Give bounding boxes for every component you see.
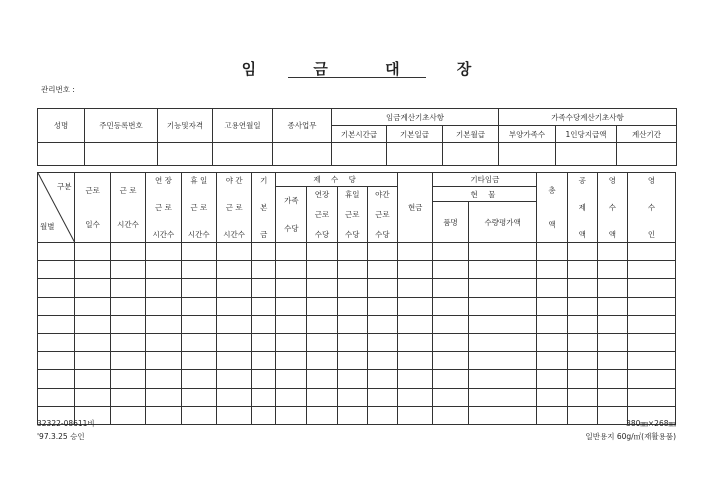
cell[interactable] [433,406,468,424]
cell[interactable] [337,406,367,424]
header-item-name: 품명 [433,202,468,243]
cell[interactable] [627,279,675,297]
cell[interactable] [367,297,397,315]
header-cash: 현금 [398,173,433,243]
cell[interactable] [398,333,433,351]
cell[interactable] [110,352,145,370]
cell[interactable] [273,143,332,166]
header-duty: 종사업무 [273,109,332,143]
cell[interactable] [597,388,627,406]
cell[interactable] [110,333,145,351]
table-row [38,333,676,351]
cell[interactable] [307,352,337,370]
cell[interactable] [567,297,597,315]
cell[interactable] [597,352,627,370]
cell[interactable] [307,279,337,297]
cell[interactable] [181,315,216,333]
cell[interactable] [181,279,216,297]
header-wolbyeol: 월별 [40,222,55,231]
cell[interactable] [567,333,597,351]
cell[interactable] [216,297,251,315]
cell[interactable] [213,143,273,166]
cell[interactable] [276,333,307,351]
cell[interactable] [146,333,181,351]
cell[interactable] [337,261,367,279]
cell[interactable] [367,370,397,388]
cell[interactable] [276,370,307,388]
cell[interactable] [627,352,675,370]
cell[interactable] [337,333,367,351]
cell[interactable] [567,388,597,406]
header-allowance-group: 제 수 당 [276,173,398,187]
cell[interactable] [146,315,181,333]
cell[interactable] [110,406,145,424]
cell[interactable] [252,297,276,315]
form-code: 32322-08611비 [37,419,95,428]
cell[interactable] [468,370,537,388]
cell[interactable] [38,352,75,370]
cell[interactable] [75,352,110,370]
cell[interactable] [597,261,627,279]
cell[interactable] [146,297,181,315]
header-name: 성명 [38,109,85,143]
cell[interactable] [337,279,367,297]
cell[interactable] [597,279,627,297]
cell[interactable] [597,370,627,388]
cell[interactable] [537,279,567,297]
header-period: 계산기간 [617,126,677,143]
basic-info-table [37,108,677,166]
cell[interactable] [307,370,337,388]
cell[interactable] [398,406,433,424]
header-skill: 기능및자격 [158,109,213,143]
cell[interactable] [181,388,216,406]
cell[interactable] [252,370,276,388]
header-receipt-seal: 영 수 인 [627,173,675,243]
cell[interactable] [110,261,145,279]
cell[interactable] [85,143,158,166]
table-row [38,406,676,424]
cell[interactable] [433,333,468,351]
cell[interactable] [38,243,75,261]
cell[interactable] [499,143,556,166]
header-night: 야 간 근 로 시간수 [216,173,251,243]
table-row [38,315,676,333]
cell[interactable] [468,297,537,315]
cell[interactable] [398,315,433,333]
header-gubun-wolbyeol [38,173,75,243]
cell[interactable] [627,297,675,315]
cell[interactable] [627,261,675,279]
cell[interactable] [252,315,276,333]
cell[interactable] [537,352,567,370]
cell[interactable] [307,333,337,351]
table-row [38,143,677,166]
header-night-allowance: 야간 근로 수당 [367,187,397,243]
table-row [38,243,676,261]
cell[interactable] [307,261,337,279]
cell[interactable] [110,297,145,315]
table-row [38,370,676,388]
cell[interactable] [75,261,110,279]
cell[interactable] [252,261,276,279]
cell[interactable] [367,333,397,351]
cell[interactable] [307,406,337,424]
cell[interactable] [181,243,216,261]
cell[interactable] [537,406,567,424]
header-family-allowance: 가족 수당 [276,187,307,243]
cell[interactable] [597,406,627,424]
cell[interactable] [252,243,276,261]
cell[interactable] [146,279,181,297]
cell[interactable] [398,370,433,388]
header-dependents: 부양가족수 [499,126,556,143]
cell[interactable] [216,370,251,388]
cell[interactable] [367,406,397,424]
cell[interactable] [38,297,75,315]
cell[interactable] [38,261,75,279]
header-overtime: 연 장 근 로 시간수 [146,173,181,243]
cell[interactable] [367,243,397,261]
cell[interactable] [627,388,675,406]
cell[interactable] [567,406,597,424]
cell[interactable] [252,279,276,297]
cell[interactable] [276,388,307,406]
cell[interactable] [110,315,145,333]
cell[interactable] [433,297,468,315]
cell[interactable] [597,243,627,261]
cell[interactable] [146,406,181,424]
cell[interactable] [468,279,537,297]
cell[interactable] [216,315,251,333]
cell[interactable] [337,388,367,406]
header-worktime: 근 로 시간수 [110,173,145,243]
cell[interactable] [433,315,468,333]
header-overtime-allowance: 연장 근로 수당 [307,187,337,243]
header-base-pay: 기 본 금 [252,173,276,243]
cell[interactable] [146,370,181,388]
cell[interactable] [433,388,468,406]
header-wage-group: 임금계산기초사항 [332,109,499,126]
paper-size: 380㎜×268㎜ [626,419,676,428]
cell[interactable] [468,333,537,351]
cell[interactable] [38,388,75,406]
cell[interactable] [276,279,307,297]
cell[interactable] [276,243,307,261]
header-holiday-allowance: 휴일 근로 수당 [337,187,367,243]
header-base-daily: 기본일급 [387,126,443,143]
header-base-hourly: 기본시간급 [332,126,387,143]
cell[interactable] [337,315,367,333]
cell[interactable] [216,352,251,370]
cell[interactable] [387,143,443,166]
cell[interactable] [75,297,110,315]
cell[interactable] [567,315,597,333]
cell[interactable] [307,297,337,315]
cell[interactable] [627,315,675,333]
cell[interactable] [537,243,567,261]
cell[interactable] [398,243,433,261]
cell[interactable] [276,315,307,333]
cell[interactable] [433,370,468,388]
cell[interactable] [146,243,181,261]
management-number-label: 관리번호 : [41,85,75,94]
cell[interactable] [468,315,537,333]
cell[interactable] [158,143,213,166]
header-resident-number: 주민등록번호 [85,109,158,143]
cell[interactable] [337,352,367,370]
cell[interactable] [597,297,627,315]
header-holiday: 휴 일 근 로 시간수 [181,173,216,243]
cell[interactable] [337,243,367,261]
cell[interactable] [433,243,468,261]
cell[interactable] [38,333,75,351]
cell[interactable] [332,143,387,166]
header-receipt-amount: 영 수 액 [597,173,627,243]
cell[interactable] [337,297,367,315]
cell[interactable] [216,279,251,297]
cell[interactable] [75,388,110,406]
cell[interactable] [181,333,216,351]
cell[interactable] [537,261,567,279]
cell[interactable] [181,370,216,388]
cell[interactable] [75,243,110,261]
cell[interactable] [627,370,675,388]
cell[interactable] [307,243,337,261]
cell[interactable] [181,352,216,370]
cell[interactable] [307,315,337,333]
table-row [38,352,676,370]
cell[interactable] [38,315,75,333]
cell[interactable] [276,297,307,315]
header-gubun: 구분 [56,182,72,191]
cell[interactable] [146,261,181,279]
title-underline [288,77,426,78]
cell[interactable] [181,406,216,424]
cell[interactable] [433,352,468,370]
cell[interactable] [181,261,216,279]
cell[interactable] [468,352,537,370]
cell[interactable] [567,352,597,370]
table-row [38,388,676,406]
header-workdays: 근로 일수 [75,173,110,243]
cell[interactable] [398,352,433,370]
header-in-kind: 현 물 [433,187,537,202]
header-family-group: 가족수당계산기초사항 [499,109,677,126]
cell[interactable] [537,297,567,315]
cell[interactable] [367,279,397,297]
cell[interactable] [468,406,537,424]
header-base-monthly: 기본월급 [443,126,499,143]
cell[interactable] [75,315,110,333]
cell[interactable] [276,261,307,279]
cell[interactable] [597,333,627,351]
cell[interactable] [443,143,499,166]
cell[interactable] [216,406,251,424]
cell[interactable] [468,261,537,279]
table-row [38,261,676,279]
cell[interactable] [276,406,307,424]
cell[interactable] [252,352,276,370]
cell[interactable] [110,279,145,297]
cell[interactable] [617,143,677,166]
cell[interactable] [468,243,537,261]
cell[interactable] [252,333,276,351]
cell[interactable] [398,261,433,279]
page-title: 임 금 대 장 [241,60,498,78]
cell[interactable] [38,279,75,297]
cell[interactable] [110,370,145,388]
approval-date: '97.3.25 승인 [37,432,85,441]
cell[interactable] [337,370,367,388]
cell[interactable] [367,315,397,333]
header-per-person: 1인당지급액 [556,126,617,143]
header-deduction: 공 제 액 [567,173,597,243]
cell[interactable] [307,388,337,406]
cell[interactable] [367,352,397,370]
header-total: 총 액 [537,173,567,243]
cell[interactable] [276,352,307,370]
cell[interactable] [433,279,468,297]
cell[interactable] [556,143,617,166]
cell[interactable] [398,279,433,297]
paper-spec: 일반용지 60g/㎡(재활용품) [585,432,676,441]
cell[interactable] [433,261,468,279]
cell[interactable] [367,261,397,279]
cell[interactable] [216,333,251,351]
table-row [38,297,676,315]
cell[interactable] [252,388,276,406]
cell[interactable] [597,315,627,333]
cell[interactable] [537,315,567,333]
cell[interactable] [110,243,145,261]
cell[interactable] [38,370,75,388]
cell[interactable] [367,388,397,406]
cell[interactable] [38,143,85,166]
cell[interactable] [75,333,110,351]
header-other-wage: 기타임금 [433,173,537,187]
table-row [38,279,676,297]
cell[interactable] [567,279,597,297]
cell[interactable] [75,279,110,297]
cell[interactable] [216,261,251,279]
cell[interactable] [567,261,597,279]
cell[interactable] [398,297,433,315]
cell[interactable] [627,333,675,351]
cell[interactable] [537,370,567,388]
cell[interactable] [567,243,597,261]
header-hire-date: 고용연월일 [213,109,273,143]
cell[interactable] [537,333,567,351]
cell[interactable] [627,243,675,261]
cell[interactable] [398,388,433,406]
cell[interactable] [181,297,216,315]
cell[interactable] [567,370,597,388]
cell[interactable] [537,388,567,406]
cell[interactable] [146,388,181,406]
cell[interactable] [468,388,537,406]
cell[interactable] [110,388,145,406]
header-qty-price: 수량평가액 [468,202,537,243]
cell[interactable] [252,406,276,424]
wage-ledger-table [37,172,676,425]
cell[interactable] [146,352,181,370]
cell[interactable] [216,243,251,261]
cell[interactable] [216,388,251,406]
cell[interactable] [75,370,110,388]
